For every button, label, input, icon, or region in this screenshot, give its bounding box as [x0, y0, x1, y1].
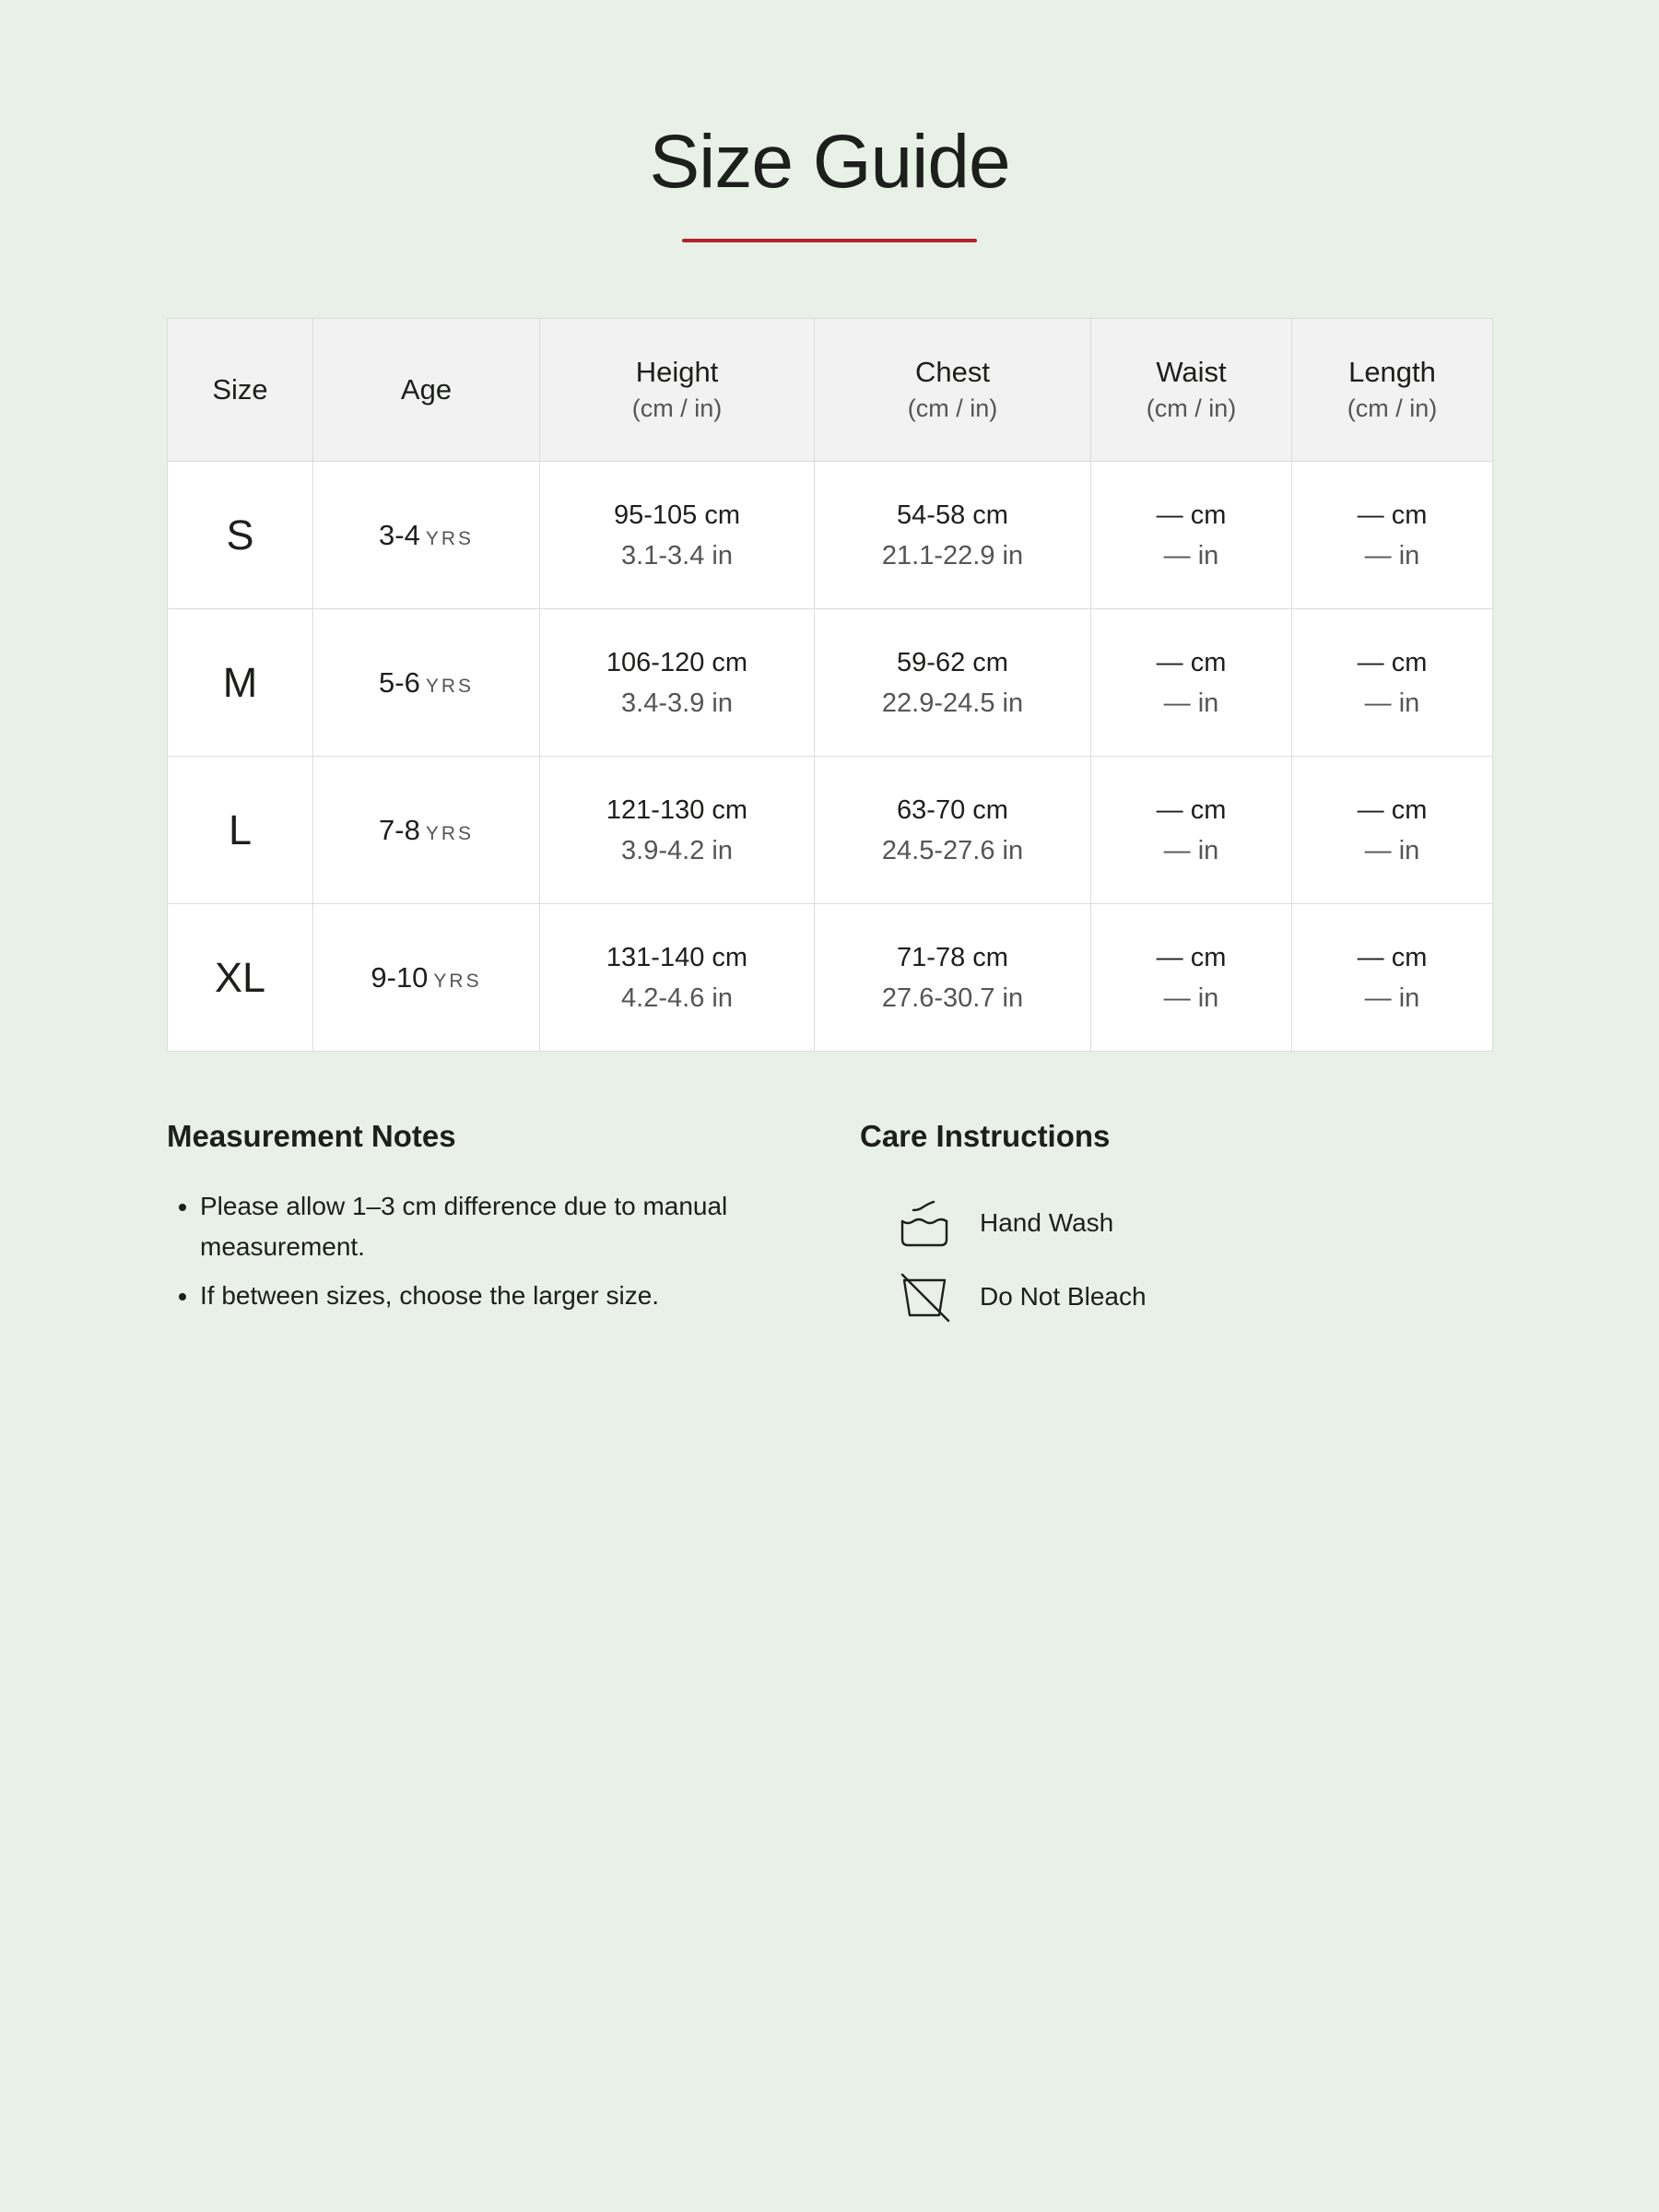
age-value: 5-6	[379, 665, 420, 699]
care-item-do-not-bleach	[899, 1260, 1492, 1334]
chest-in: 24.5-27.6 in	[881, 835, 1024, 865]
care-label: Hand Wash	[980, 1208, 1114, 1237]
size-cell: L	[168, 757, 313, 904]
size-cell: XL	[168, 904, 313, 1052]
header-length	[1292, 319, 1493, 462]
notes-list	[167, 1186, 812, 1316]
table-row	[168, 609, 1493, 757]
header-label: Age	[400, 373, 453, 406]
length-cm: — cm	[1357, 794, 1428, 825]
age-unit: YRS	[425, 822, 474, 844]
waist-cell	[1091, 609, 1292, 757]
age-cell	[313, 757, 540, 904]
age-cell	[313, 904, 540, 1052]
waist-cell	[1091, 904, 1292, 1052]
height-cell	[540, 757, 815, 904]
header-label: Waist	[1156, 356, 1227, 388]
age-unit: YRS	[425, 675, 474, 697]
waist-cm: — cm	[1156, 647, 1227, 677]
height-cm: 131-140 cm	[606, 942, 748, 972]
age-unit: YRS	[425, 527, 474, 549]
header-label: Chest	[915, 356, 990, 388]
chest-in: 21.1-22.9 in	[881, 540, 1024, 571]
length-in: — in	[1364, 540, 1420, 571]
header-height	[540, 319, 815, 462]
table-row	[168, 462, 1493, 609]
height-cell	[540, 462, 815, 609]
header-unit: (cm / in)	[907, 394, 998, 422]
header-unit: (cm / in)	[1146, 394, 1237, 422]
care-item-hand-wash	[899, 1186, 1492, 1260]
header-age	[313, 319, 540, 462]
care-label: Do Not Bleach	[980, 1282, 1147, 1311]
header-label: Length	[1348, 356, 1436, 388]
header-unit: (cm / in)	[1347, 394, 1438, 422]
size-table	[167, 318, 1493, 1052]
chest-cm: 63-70 cm	[897, 794, 1008, 825]
height-cm: 95-105 cm	[613, 500, 740, 530]
chest-cell	[815, 904, 1091, 1052]
waist-cm: — cm	[1156, 500, 1227, 530]
chest-cell	[815, 757, 1091, 904]
chest-cm: 71-78 cm	[897, 942, 1008, 972]
size-cell: S	[168, 462, 313, 609]
length-cell	[1292, 609, 1493, 757]
table-row	[168, 757, 1493, 904]
age-cell	[313, 462, 540, 609]
length-in: — in	[1364, 982, 1420, 1013]
chest-in: 27.6-30.7 in	[881, 982, 1024, 1013]
table-header-row	[168, 319, 1493, 462]
age-value: 9-10	[371, 960, 429, 994]
waist-in: — in	[1163, 540, 1219, 571]
waist-cm: — cm	[1156, 794, 1227, 825]
age-value: 3-4	[379, 518, 420, 551]
page-title: Size Guide	[649, 120, 1010, 204]
list-item: • If between sizes, choose the larger size.	[200, 1276, 812, 1316]
chest-cm: 54-58 cm	[897, 500, 1008, 530]
measurement-notes-section	[167, 1111, 812, 1324]
chest-cm: 59-62 cm	[897, 647, 1008, 677]
hand-wash-icon	[899, 1197, 950, 1249]
care-instructions-heading: Care Instructions	[860, 1119, 1111, 1153]
height-cell	[540, 904, 815, 1052]
length-cm: — cm	[1357, 647, 1428, 677]
waist-cm: — cm	[1156, 942, 1227, 972]
size-cell: M	[168, 609, 313, 757]
age-unit: YRS	[433, 970, 482, 992]
measurement-notes-heading: Measurement Notes	[167, 1119, 456, 1153]
table-row	[168, 904, 1493, 1052]
waist-cell	[1091, 757, 1292, 904]
header-chest	[815, 319, 1091, 462]
waist-in: — in	[1163, 982, 1219, 1013]
header-size	[168, 319, 313, 462]
chest-cell	[815, 462, 1091, 609]
care-instructions-section	[860, 1111, 1492, 1334]
length-in: — in	[1364, 835, 1420, 865]
chest-in: 22.9-24.5 in	[881, 688, 1024, 718]
age-value: 7-8	[379, 813, 420, 846]
waist-in: — in	[1163, 835, 1219, 865]
chest-cell	[815, 609, 1091, 757]
length-cm: — cm	[1357, 942, 1428, 972]
do-not-bleach-icon	[899, 1271, 950, 1323]
header-label: Height	[635, 356, 719, 388]
height-cm: 106-120 cm	[606, 647, 748, 677]
height-in: 3.1-3.4 in	[621, 540, 733, 571]
header-label: Size	[212, 373, 268, 406]
length-cell	[1292, 462, 1493, 609]
waist-in: — in	[1163, 688, 1219, 718]
height-cell	[540, 609, 815, 757]
age-cell	[313, 609, 540, 757]
header-waist	[1091, 319, 1292, 462]
length-cm: — cm	[1357, 500, 1428, 530]
height-in: 3.4-3.9 in	[621, 688, 733, 718]
height-in: 3.9-4.2 in	[621, 835, 733, 865]
length-in: — in	[1364, 688, 1420, 718]
title-underline	[682, 239, 977, 242]
height-in: 4.2-4.6 in	[621, 982, 733, 1013]
list-item: • Please allow 1–3 cm difference due to manual measurement.	[200, 1186, 812, 1267]
length-cell	[1292, 757, 1493, 904]
header-unit: (cm / in)	[631, 394, 723, 422]
length-cell	[1292, 904, 1493, 1052]
height-cm: 121-130 cm	[606, 794, 748, 825]
waist-cell	[1091, 462, 1292, 609]
